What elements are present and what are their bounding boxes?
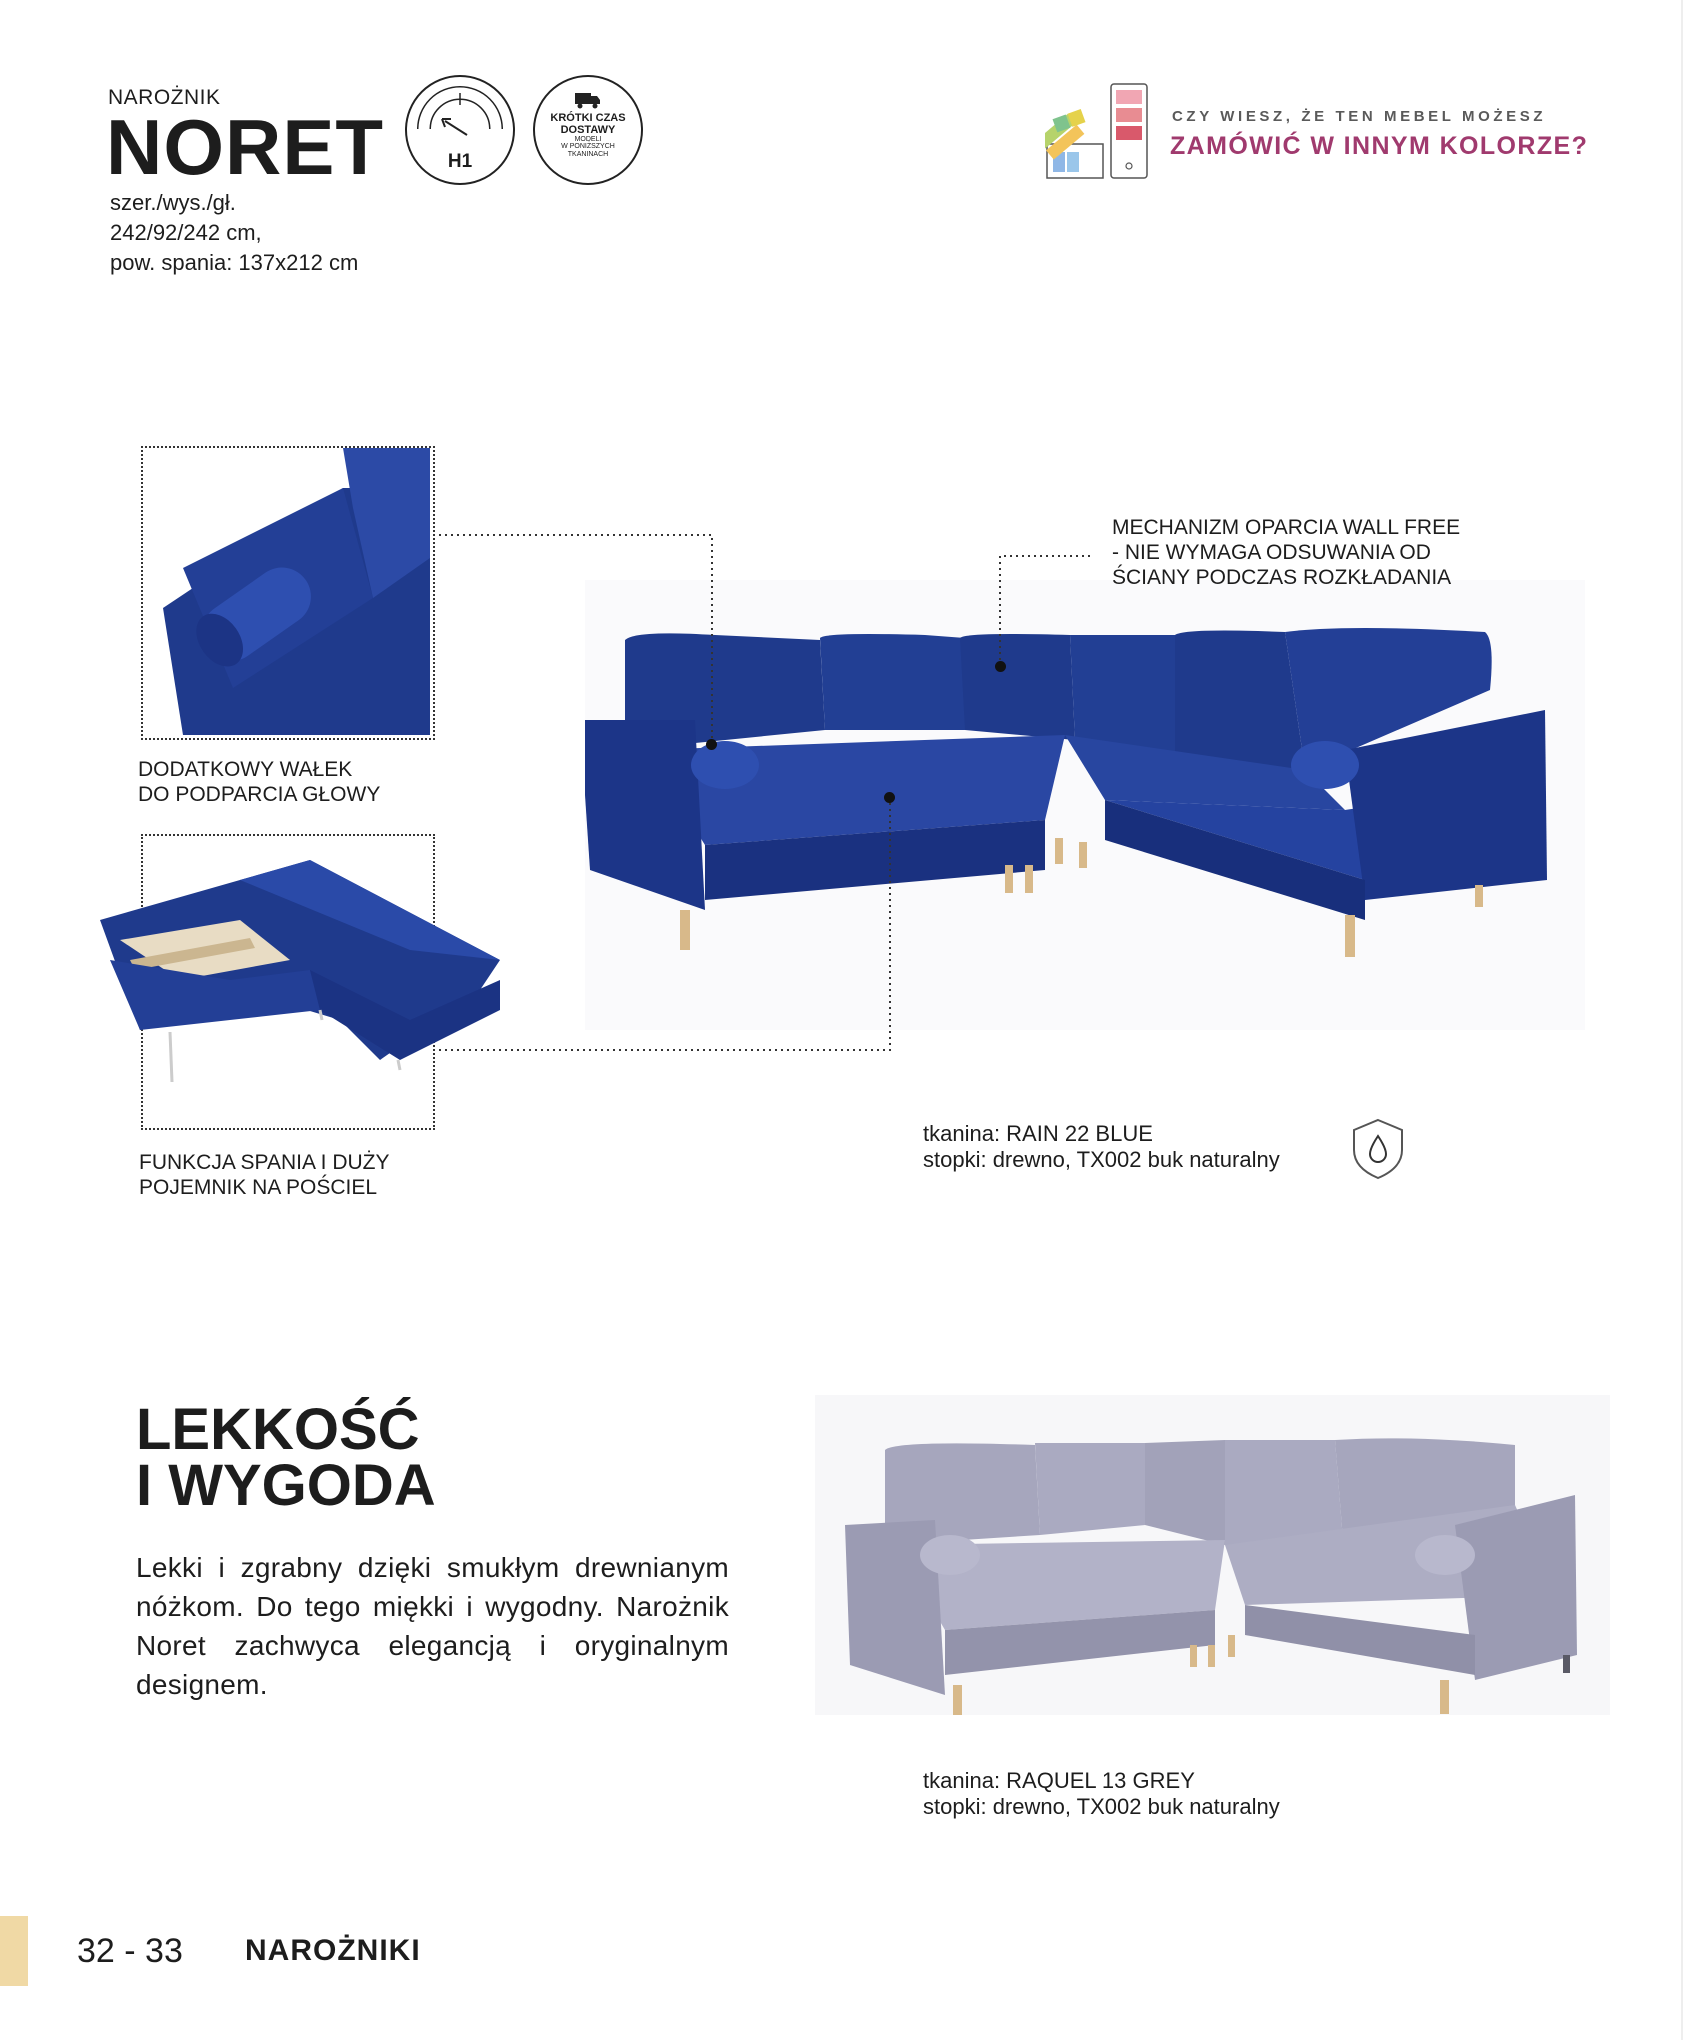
- delivery-line-1: KRÓTKI CZAS: [550, 112, 626, 124]
- dims-value: 242/92/242 cm,: [110, 220, 262, 245]
- blue-variant-info: [923, 1121, 1280, 1173]
- section-name: NAROŻNIKI: [245, 1934, 421, 1967]
- delivery-line-2: DOSTAWY: [560, 123, 616, 136]
- blue-legs: stopki: drewno, TX002 buk naturalny: [923, 1147, 1280, 1172]
- delivery-line-4: W PONIŻSZYCH: [561, 143, 615, 151]
- sleep-caption-line-2: POJEMNIK NA POŚCIEL: [139, 1176, 378, 1199]
- wallfree-caption-line-2: - NIE WYMAGA ODSUWANIA OD: [1112, 541, 1431, 564]
- product-title: NORET: [106, 103, 384, 191]
- roller-caption: [138, 757, 380, 807]
- sleep-caption-line-1: FUNKCJA SPANIA I DUŻY: [139, 1151, 390, 1174]
- color-tip-link[interactable]: ZAMÓWIĆ W INNYM KOLORZE?: [1170, 132, 1589, 160]
- grey-fabric: tkanina: RAQUEL 13 GREY: [923, 1768, 1195, 1793]
- page-numbers: 32 - 33: [77, 1932, 183, 1970]
- grey-variant-info: [923, 1768, 1280, 1820]
- sleep-area: pow. spania: 137x212 cm: [110, 250, 359, 275]
- water-repellent-icon: [1351, 1118, 1405, 1180]
- delivery-line-3: MODELI: [574, 136, 602, 144]
- blue-fabric: tkanina: RAIN 22 BLUE: [923, 1121, 1153, 1146]
- color-tip-question: CZY WIESZ, ŻE TEN MEBEL MOŻESZ: [1172, 108, 1547, 125]
- section-heading-line-2: I WYGODA: [136, 1453, 436, 1518]
- roller-caption-line-2: DO PODPARCIA GŁOWY: [138, 783, 381, 806]
- section-heading-line-1: LEKKOŚĆ: [136, 1397, 420, 1462]
- wallfree-caption: [1112, 515, 1460, 590]
- hardness-label: H1: [447, 151, 473, 172]
- dims-label: szer./wys./gł.: [110, 190, 236, 215]
- wallfree-caption-line-1: MECHANIZM OPARCIA WALL FREE: [1112, 516, 1461, 539]
- callout-dot-wallfree: [995, 661, 1006, 672]
- product-category: NAROŻNIK: [108, 86, 221, 109]
- wallfree-caption-line-3: ŚCIANY PODCZAS ROZKŁADANIA: [1112, 566, 1452, 589]
- footer-accent-bar: [0, 1916, 28, 1986]
- callout-dot-storage: [884, 792, 895, 803]
- grey-legs: stopki: drewno, TX002 buk naturalny: [923, 1794, 1280, 1819]
- section-heading: [136, 1397, 436, 1518]
- grey-sofa-image: [815, 1395, 1610, 1715]
- section-description: Lekki i zgrabny dzięki smukłym drewnianym nóżkom. Do tego miękki i wygodny. Narożnik Noret zachwyca elegancją i oryginalnym designem.: [136, 1552, 729, 1700]
- roller-caption-line-1: DODATKOWY WAŁEK: [138, 758, 353, 781]
- delivery-line-5: TKANINACH: [567, 150, 609, 158]
- callout-dot-roller: [706, 739, 717, 750]
- sleep-caption: [139, 1150, 390, 1200]
